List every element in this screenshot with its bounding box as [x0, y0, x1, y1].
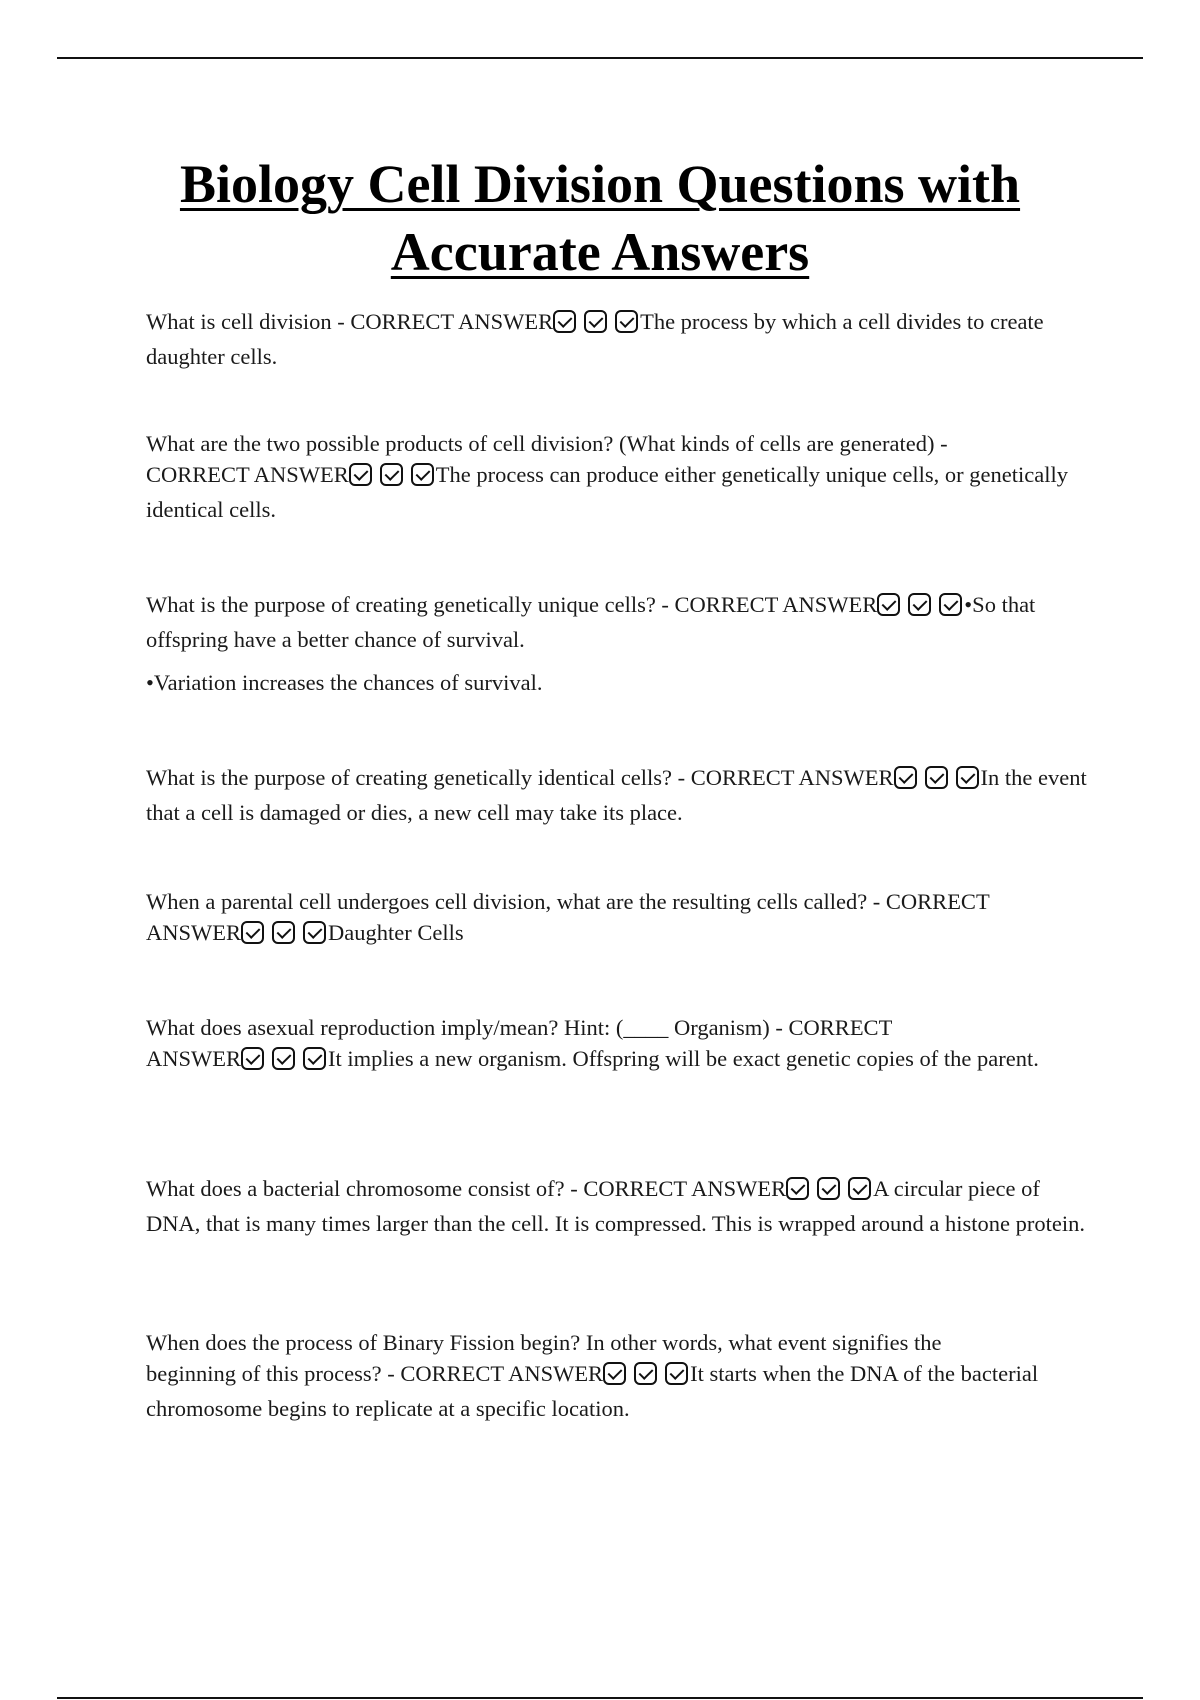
question-text: What does a bacterial chromosome consist of? - CORRECT ANSWER [146, 1176, 787, 1201]
answer-checkmarks [553, 310, 640, 341]
checkbox-checked-icon [303, 921, 326, 944]
qa-paragraph [146, 762, 1096, 828]
answer-text: •So that offspring have a better chance of survival. [146, 592, 1036, 652]
answer-checkmarks [603, 1362, 690, 1393]
answer-checkmarks [894, 766, 981, 797]
answer-text: In the event that a cell is damaged or dies, a new cell may take its place. [146, 765, 1087, 825]
qa-item-2 [146, 428, 1096, 525]
checkbox-checked-icon [956, 766, 979, 789]
answer-checkmarks [349, 463, 436, 494]
checkbox-checked-icon [665, 1362, 688, 1385]
answer-checkmarks [241, 1047, 328, 1078]
answer-text: It implies a new organism. Offspring will be exact genetic copies of the parent. [328, 1046, 1039, 1071]
checkbox-checked-icon [615, 310, 638, 333]
qa-item-1 [146, 306, 1096, 372]
answer-checkmarks [877, 593, 964, 624]
answer-text: The process can produce either genetically unique cells, or genetically identical cells. [146, 462, 1068, 522]
checkbox-checked-icon [349, 463, 372, 486]
answer-text: The process by which a cell divides to create daughter cells. [146, 309, 1044, 369]
top-rule [57, 57, 1143, 59]
qa-paragraph [146, 589, 1096, 655]
checkbox-checked-icon [817, 1177, 840, 1200]
answer-checkmarks [241, 921, 328, 952]
question-text: When a parental cell undergoes cell division, what are the resulting cells called? - CORRECT [146, 889, 990, 914]
qa-paragraph [146, 1327, 1096, 1424]
question-text: What does asexual reproduction imply/mean? Hint: (____ Organism) - CORRECT [146, 1015, 893, 1040]
checkbox-checked-icon [303, 1047, 326, 1070]
title-line-2: Accurate Answers [390, 222, 810, 282]
checkbox-checked-icon [380, 463, 403, 486]
checkbox-checked-icon [894, 766, 917, 789]
qa-paragraph [146, 1012, 1096, 1078]
question-text-cont: CORRECT ANSWER [146, 462, 349, 487]
qa-item-7 [146, 1173, 1096, 1239]
document-title [100, 150, 1100, 286]
checkbox-checked-icon [272, 1047, 295, 1070]
question-text: When does the process of Binary Fission begin? In other words, what event signifies the [146, 1330, 942, 1355]
checkbox-checked-icon [241, 921, 264, 944]
question-text-cont: ANSWER [146, 920, 241, 945]
answer-text: It starts when the DNA of the bacterial chromosome begins to replicate at a specific location. [146, 1361, 1039, 1421]
question-text: What is the purpose of creating genetically identical cells? - CORRECT ANSWER [146, 765, 894, 790]
checkbox-checked-icon [584, 310, 607, 333]
qa-paragraph [146, 306, 1096, 372]
checkbox-checked-icon [925, 766, 948, 789]
checkbox-checked-icon [939, 593, 962, 616]
title-line-1: Biology Cell Division Questions with [179, 154, 1021, 214]
answer-text: Daughter Cells [328, 920, 464, 945]
checkbox-checked-icon [877, 593, 900, 616]
question-text: What is cell division - CORRECT ANSWER [146, 309, 554, 334]
checkbox-checked-icon [241, 1047, 264, 1070]
qa-item-6 [146, 1012, 1096, 1078]
question-text: What are the two possible products of cell division? (What kinds of cells are generated) - [146, 431, 948, 456]
qa-paragraph [146, 886, 1096, 952]
qa-paragraph [146, 1173, 1096, 1239]
checkbox-checked-icon [786, 1177, 809, 1200]
qa-item-5 [146, 886, 1096, 952]
checkbox-checked-icon [848, 1177, 871, 1200]
answer-text: A circular piece of DNA, that is many times larger than the cell. It is compressed. This is wrapped around a histone protein. [146, 1176, 1085, 1236]
checkbox-checked-icon [634, 1362, 657, 1385]
qa-item-3 [146, 589, 1096, 698]
qa-item-4 [146, 762, 1096, 828]
qa-paragraph [146, 428, 1096, 525]
question-text: What is the purpose of creating genetically unique cells? - CORRECT ANSWER [146, 592, 878, 617]
question-text-cont: ANSWER [146, 1046, 241, 1071]
checkbox-checked-icon [553, 310, 576, 333]
checkbox-checked-icon [272, 921, 295, 944]
answer-checkmarks [786, 1177, 873, 1208]
checkbox-checked-icon [603, 1362, 626, 1385]
question-text-cont: beginning of this process? - CORRECT ANSWER [146, 1361, 604, 1386]
checkbox-checked-icon [411, 463, 434, 486]
bottom-rule [57, 1697, 1143, 1699]
qa-item-8 [146, 1327, 1096, 1424]
answer-extra-text: •Variation increases the chances of survival. [146, 670, 543, 695]
checkbox-checked-icon [908, 593, 931, 616]
